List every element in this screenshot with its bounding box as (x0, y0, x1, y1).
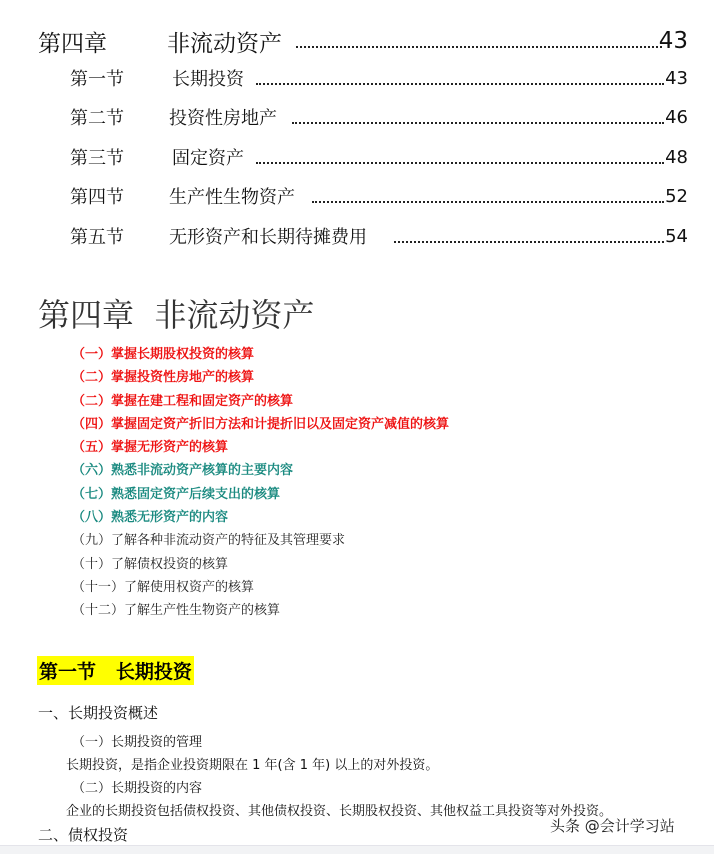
toc-leader (394, 239, 664, 243)
objective-item: （十二）了解生产性生物资产的核算 (72, 603, 281, 619)
objective-item: （二）掌握在建工程和固定资产的核算 (72, 393, 294, 409)
objective-item: （五）掌握无形资产的核算 (72, 440, 229, 456)
toc-section-page: 43 (665, 67, 688, 89)
toc-chapter-title: 非流动资产 (167, 30, 282, 57)
objective-item: （十一）了解使用权资产的核算 (72, 579, 255, 595)
toc-section-row[interactable] (0, 181, 714, 211)
objective-item: （十）了解债权投资的核算 (72, 556, 229, 572)
objective-item: （六）熟悉非流动资产核算的主要内容 (72, 463, 294, 479)
heading-level1: 二、债权投资 (38, 826, 129, 844)
toc-section-row[interactable] (0, 142, 714, 172)
heading-level1: 一、长期投资概述 (38, 704, 159, 722)
objective-item: （七）熟悉固定资产后续支出的核算 (72, 486, 281, 502)
toc-section-page: 46 (665, 106, 688, 128)
toc-leader (296, 44, 662, 48)
toc-section-title: 投资性房地产 (169, 108, 277, 129)
objective-item: （四）掌握固定资产折旧方法和计提折旧以及固定资产减值的核算 (72, 416, 450, 432)
toc-section-label: 第三节 (70, 148, 124, 169)
watermark: 头条 @会计学习站 (550, 817, 675, 835)
objective-item: （八）熟悉无形资产的内容 (72, 510, 229, 526)
paragraph: 长期投资，是指企业投资期限在 1 年(含 1 年) 以上的对外投资。 (66, 758, 439, 773)
toc-chapter-label: 第四章 (38, 30, 107, 57)
subheading: （二）长期投资的内容 (72, 781, 203, 796)
objective-item: （一）掌握长期股权投资的核算 (72, 347, 255, 362)
objective-item: （二）掌握投资性房地产的核算 (72, 370, 255, 386)
toc-leader (256, 81, 664, 85)
toc-section-page: 54 (665, 225, 688, 247)
toc-section-row[interactable] (0, 63, 714, 93)
toc-leader (312, 199, 664, 203)
toc-chapter-page: 43 (658, 28, 688, 54)
section-heading: 第一节 长期投资 (37, 656, 194, 685)
toc-section-page: 52 (665, 185, 688, 207)
toc-section-page: 48 (665, 146, 688, 168)
toc-leader (292, 120, 664, 124)
toc-section-row[interactable] (0, 102, 714, 132)
chapter-heading: 第四章 非流动资产 (38, 296, 315, 334)
toc-section-title: 长期投资 (172, 69, 244, 90)
toc-section-label: 第五节 (70, 227, 124, 248)
paragraph: 企业的长期投资包括债权投资、其他债权投资、长期股权投资、其他权益工具投资等对外投资。 (66, 804, 613, 819)
toc-section-row[interactable] (0, 221, 714, 251)
objective-item: （九）了解各种非流动资产的特征及其管理要求 (72, 533, 346, 549)
toc-chapter-row[interactable] (0, 26, 714, 56)
toc-section-title: 固定资产 (172, 148, 244, 169)
toc-section-label: 第一节 (70, 69, 124, 90)
subheading: （一）长期投资的管理 (72, 735, 203, 750)
toc-section-title: 生产性生物资产 (169, 187, 295, 208)
toc-section-title: 无形资产和长期待摊费用 (169, 227, 367, 248)
toc-section-label: 第二节 (70, 108, 124, 129)
toc-leader (256, 160, 664, 164)
toc-section-label: 第四节 (70, 187, 124, 208)
objectives-list (72, 343, 449, 623)
